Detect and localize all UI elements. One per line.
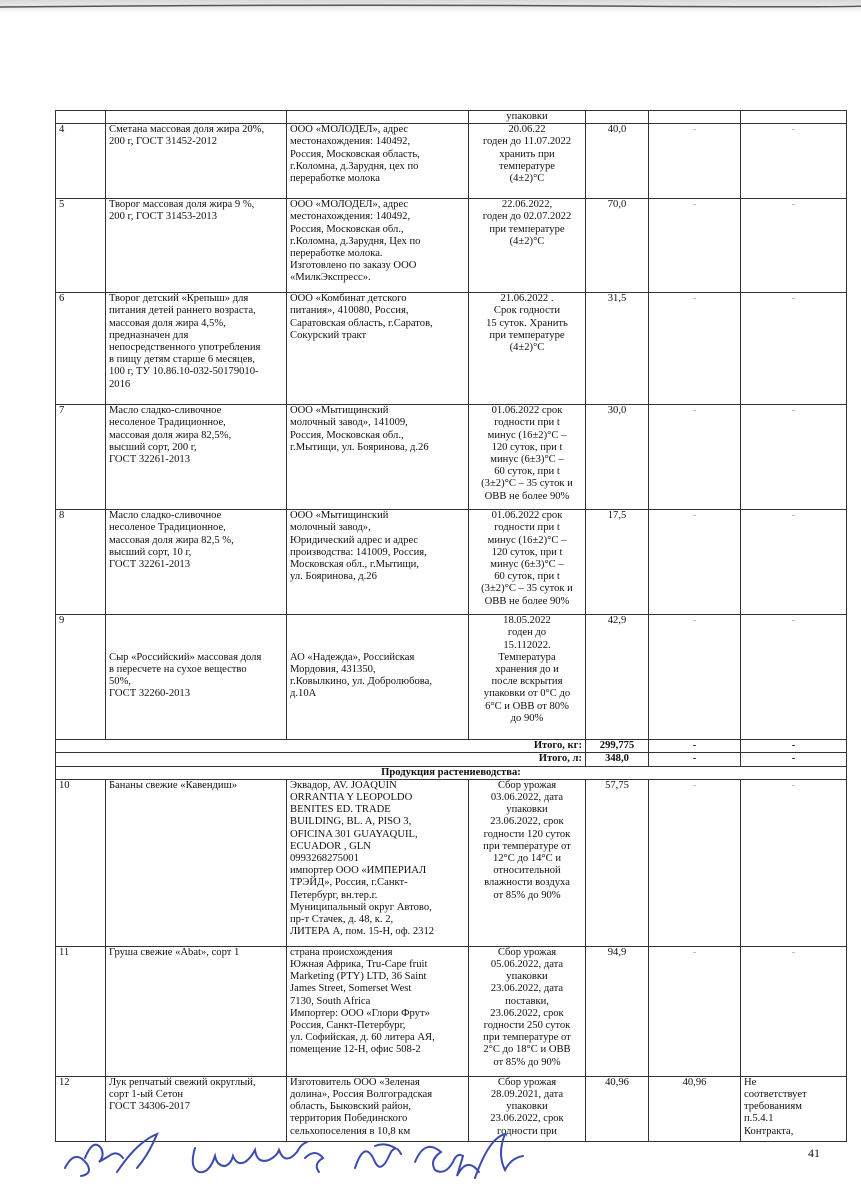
- cell-qty: 31,5: [586, 293, 649, 405]
- cell-maker: ООО «МОЛОДЕЛ», адрес местонахождения: 140492, Россия, Московская область, г.Коломна, д.Зарудня, цех по переработке молока: [287, 124, 469, 199]
- cell-col6: 40,96: [649, 1076, 741, 1141]
- cell-col7: -: [741, 405, 847, 510]
- cell-col7: -: [741, 293, 847, 405]
- cell-dates: 18.05.2022 годен до 15.112022. Температура хранения до и после вскрытия упаковки от 0°С до 6°С и ОВВ от 80% до 90%: [469, 615, 586, 740]
- cell-qty: 30,0: [586, 405, 649, 510]
- table-row: [56, 124, 847, 199]
- cell-col7: -: [741, 199, 847, 293]
- totals-col6: -: [649, 753, 741, 766]
- totals-col6: -: [649, 740, 741, 753]
- totals-label: Итого, кг:: [56, 740, 586, 753]
- cell-col7: -: [741, 615, 847, 740]
- cell-col6: -: [649, 615, 741, 740]
- cell-product: Творог детский «Крепыш» для питания детей раннего возраста, массовая доля жира 4,5%, предназначен для непосредственного употребления в пищу детям старше 6 месяцев, 100 г, ТУ 10.86.10-032-50179010- 2016: [106, 293, 287, 405]
- section-row: [56, 766, 847, 779]
- totals-col7: -: [741, 740, 847, 753]
- cell-product: Масло сладко-сливочное несоленое Традиционное, массовая доля жира 82,5 %, высший сорт, 10 г, ГОСТ 32261-2013: [106, 510, 287, 615]
- cell-dates: Сбор урожая 03.06.2022, дата упаковки 23.06.2022, срок годности 120 суток при температуре от 12°С до 14°С и относительной влажности воздуха от 85% до 90%: [469, 779, 586, 946]
- cell-maker: Изготовитель ООО «Зеленая долина», Россия Волгоградская область, Быковский район, территория Побединского сельхопоселения в 10,8 км: [287, 1076, 469, 1141]
- table-row: [56, 946, 847, 1076]
- table-row: [56, 293, 847, 405]
- table-row: [56, 615, 847, 740]
- cell-num: 9: [56, 615, 106, 740]
- cell-maker: ООО «Мытищинский молочный завод», 141009, Россия, Московская обл., г.Мытищи, ул. Бояринова, д.26: [287, 405, 469, 510]
- cell-maker: ООО «Комбинат детского питания», 410080, Россия, Саратовская область, г.Саратов, Сокурский тракт: [287, 293, 469, 405]
- cell-col6: -: [649, 779, 741, 946]
- cell-num: 12: [56, 1076, 106, 1141]
- table-row: [56, 779, 847, 946]
- table-row-fragment: [56, 111, 847, 124]
- totals-col7: -: [741, 753, 847, 766]
- cell-dates: 22.06.2022, годен до 02.07.2022 при температуре (4±2)°С: [469, 199, 586, 293]
- fragment-cell: упаковки: [469, 111, 586, 124]
- cell-product: Груша свежие «Abat», сорт 1: [106, 946, 287, 1076]
- totals-row: [56, 740, 847, 753]
- cell-qty: 42,9: [586, 615, 649, 740]
- totals-label: Итого, л:: [56, 753, 586, 766]
- cell-qty: 17,5: [586, 510, 649, 615]
- table-row: [56, 405, 847, 510]
- cell-dates: 01.06.2022 срок годности при t минус (16±2)°С – 120 суток, при t минус (6±3)°С – 60 суток, при t (3±2)°С – 35 суток и ОВВ не более 90%: [469, 510, 586, 615]
- cell-col6: -: [649, 510, 741, 615]
- totals-value: 348,0: [586, 753, 649, 766]
- cell-qty: 40,0: [586, 124, 649, 199]
- cell-qty: 57,75: [586, 779, 649, 946]
- cell-product: Лук репчатый свежий округлый, сорт 1-ый Сетон ГОСТ 34306-2017: [106, 1076, 287, 1141]
- cell-product: Бананы свежие «Кавендиш»: [106, 779, 287, 946]
- cell-product: Сыр «Российский» массовая доля в пересчете на сухое вещество 50%, ГОСТ 32260-2013: [106, 615, 287, 740]
- cell-product: Сметана массовая доля жира 20%, 200 г, ГОСТ 31452-2012: [106, 124, 287, 199]
- cell-col7: -: [741, 510, 847, 615]
- cell-qty: 70,0: [586, 199, 649, 293]
- cell-product: Творог массовая доля жира 9 %, 200 г, ГОСТ 31453-2013: [106, 199, 287, 293]
- cell-dates: Сбор урожая 28.09.2021, дата упаковки 23.06.2022, срок годности при: [469, 1076, 586, 1141]
- totals-value: 299,775: [586, 740, 649, 753]
- cell-maker: страна происхождения Южная Африка, Tru-Cape fruit Marketing (PTY) LTD, 36 Saint James Street, Somerset West 7130, South Africa Импортер: ООО «Глори Фрут» Россия, Санкт-Петербург, ул. Софийская, д. 60 литера АЯ, помещение 12-Н, офис 508-2: [287, 946, 469, 1076]
- cell-maker: Эквадор, AV. JOAQUIN ORRANTIA Y LEOPOLDO BENITES ED. TRADE BUILDING, BL. A, PISO 3, OFICINA 301 GUAYAQUIL, ECUADOR , GLN 0993268275001 импортер ООО «ИМПЕРИАЛ ТРЭЙД», Россия, г.Санкт- Петербург, вн.тер.г. Муниципальный округ Автово, пр-т Стачек, д. 48, к. 2, ЛИТЕРА А, пом. 15-Н, оф. 2312: [287, 779, 469, 946]
- cell-dates: Сбор урожая 05.06.2022, дата упаковки 23.06.2022, дата поставки, 23.06.2022, срок годности 250 суток при температуре от 2°С до 18°С и ОВВ от 85% до 90%: [469, 946, 586, 1076]
- cell-num: 4: [56, 124, 106, 199]
- cell-num: 10: [56, 779, 106, 946]
- cell-col7: -: [741, 124, 847, 199]
- cell-dates: 20.06.22 годен до 11.07.2022 хранить при температуре (4±2)°С: [469, 124, 586, 199]
- cell-product: Масло сладко-сливочное несоленое Традиционное, массовая доля жира 82,5%, высший сорт, 200 г, ГОСТ 32261-2013: [106, 405, 287, 510]
- table-row: [56, 510, 847, 615]
- cell-col7: -: [741, 946, 847, 1076]
- cell-num: 6: [56, 293, 106, 405]
- product-table: [55, 110, 847, 1142]
- cell-maker: ООО «МОЛОДЕЛ», адрес местонахождения: 140492, Россия, Московская обл., г.Коломна, д.Зарудня, Цех по переработке молока. Изготовлено по заказу ООО «МилкЭкспресс».: [287, 199, 469, 293]
- page-number: 41: [808, 1146, 820, 1160]
- cell-col7: Не соответствует требованиям п.5.4.1 Контракта,: [741, 1076, 847, 1141]
- cell-col6: -: [649, 946, 741, 1076]
- cell-col6: -: [649, 293, 741, 405]
- cell-col6: -: [649, 124, 741, 199]
- cell-num: 7: [56, 405, 106, 510]
- cell-col7: -: [741, 779, 847, 946]
- cell-num: 11: [56, 946, 106, 1076]
- totals-row: [56, 753, 847, 766]
- cell-num: 5: [56, 199, 106, 293]
- cell-qty: 40,96: [586, 1076, 649, 1141]
- cell-col6: -: [649, 405, 741, 510]
- cell-dates: 21.06.2022 . Срок годности 15 суток. Хранить при температуре (4±2)°С: [469, 293, 586, 405]
- scan-artifact: [0, 3, 861, 9]
- table-row: [56, 199, 847, 293]
- cell-qty: 94,9: [586, 946, 649, 1076]
- cell-dates: 01.06.2022 срок годности при t минус (16±2)°С – 120 суток, при t минус (6±3)°С – 60 суток, при t (3±2)°С – 35 суток и ОВВ не более 90%: [469, 405, 586, 510]
- handwritten-signatures: [55, 1128, 575, 1188]
- cell-num: 8: [56, 510, 106, 615]
- cell-col6: -: [649, 199, 741, 293]
- cell-maker: АО «Надежда», Российская Мордовия, 431350, г.Ковылкино, ул. Добролюбова, д.10А: [287, 615, 469, 740]
- section-title: Продукция растениеводства:: [56, 766, 847, 779]
- cell-maker: ООО «Мытищинский молочный завод», Юридический адрес и адрес производства: 141009, Россия, Московская обл., г.Мытищи, ул. Бояринова, д.26: [287, 510, 469, 615]
